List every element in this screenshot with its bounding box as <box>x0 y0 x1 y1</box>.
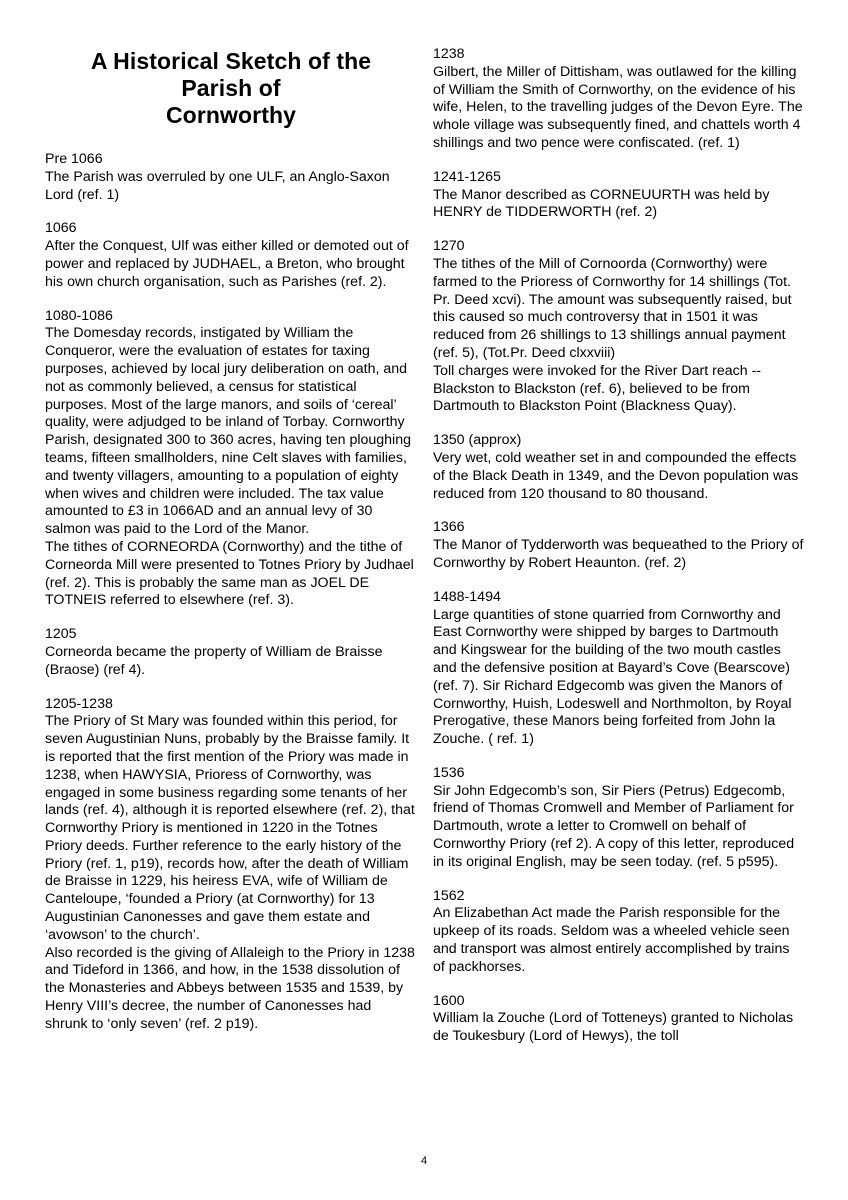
entry-text: Also recorded is the giving of Allaleigh to the Priory in 1238 and Tideford in 1366, and how, in the 1538 dissolution of the Monasteries and Abbeys between 1535 and 1539, by Henry VIII’s decree, the number of Canonesses had shrunk to ‘only seven’ (ref. 2 p19). <box>45 944 415 1032</box>
entry-text: Large quantities of stone quarried from Cornworthy and East Cornworthy were shipped by barges to Dartmouth and Kingswear for the building of the two mouth castles and the defensive position at Bayard’s Cove (Bearscove) (ref. 7). Sir Richard Edgecomb was given the Manors of Cornworthy, Huish, Lodeswell and Northmolton, by Royal Prerogative, these Manors being forfeited from John la Zouche. ( ref. 1) <box>433 606 792 748</box>
entry-date: 1066 <box>45 220 77 237</box>
history-entry <box>433 238 805 416</box>
title-line-1: A Historical Sketch of the <box>90 48 372 74</box>
entry-text: Sir John Edgecomb’s son, Sir Piers (Petrus) Edgecomb, friend of Thomas Cromwell and Member of Parliament for Dartmouth, wrote a letter to Cromwell on behalf of Cornworthy Priory (ref 2). A copy of this letter, reproduced in its original English, may be seen today. (ref. 5 p595). <box>433 782 795 870</box>
history-entry <box>433 765 805 872</box>
history-entry <box>433 888 805 977</box>
right-column <box>433 0 805 1062</box>
entry-text: An Elizabethan Act made the Parish responsible for the upkeep of its roads. Seldom was a wheeled vehicle seen and transport was almost entirely accomplished by trains of packhorses. <box>433 905 790 975</box>
title-line-2: Parish of <box>181 75 281 101</box>
entry-date: 1600 <box>433 992 465 1009</box>
entry-text: The Domesday records, instigated by William the Conqueror, were the evaluation of estates for taxing purposes, achieved by local jury deliberation on oath, and not as commonly believed, a census for statistical purposes. Most of the large manors, and soils of ‘cereal’ quality, were adjudged to be inland of Torbay. Cornworthy Parish, designated 300 to 360 acres, having ten ploughing teams, fifteen smallholders, nine Celt slaves with families, and twenty villagers, amounting to a population of eighty when wives and children were included. The tax value amounted to £3 in 1066AD and an annual levy of 30 salmon was paid to the Lord of the Manor. <box>45 325 411 538</box>
title-line-3: Cornworthy <box>165 102 297 128</box>
entry-text: The tithes of CORNEORDA (Cornworthy) and the tithe of Corneorda Mill were presented to Totnes Priory by Judhael (ref. 2). This is probably the same man as JOEL DE TOTNEIS referred to elsewhere (ref. 3). <box>45 538 414 609</box>
history-entry <box>45 626 417 679</box>
page-number: 4 <box>420 1155 428 1167</box>
history-entry <box>433 169 805 222</box>
entry-text: Toll charges were invoked for the River Dart reach -- Blackston to Blackston (ref. 6), believed to be from Dartmouth to Blackston Point (Blackness Quay). <box>433 362 762 415</box>
history-entry <box>45 308 417 611</box>
page-title <box>45 48 417 129</box>
entry-text: Corneorda became the property of William de Braisse (Braose) (ref 4). <box>45 643 383 678</box>
entry-text: Very wet, cold weather set in and compounded the effects of the Black Death in 1349, and the Devon population was reduced from 120 thousand to 80 thousand. <box>433 449 799 502</box>
history-entry <box>433 519 805 572</box>
history-entry <box>45 151 417 204</box>
entry-date: 1562 <box>433 887 465 904</box>
entry-date: 1366 <box>433 519 465 536</box>
entry-text: After the Conquest, Ulf was either killed or demoted out of power and replaced by JUDHAEL, a Breton, who brought his own church organisation, such as Parishes (ref. 2). <box>45 238 409 290</box>
entry-text: The Parish was overruled by one ULF, an Anglo-Saxon Lord (ref. 1) <box>45 168 390 203</box>
entry-date: 1205-1238 <box>45 695 113 712</box>
entry-date: 1270 <box>433 238 465 255</box>
entry-date: 1080-1086 <box>45 307 113 324</box>
entry-text: The Priory of St Mary was founded within this period, for seven Augustinian Nuns, probably by the Braisse family. It is reported that the first mention of the Priory was made in 1238, when HAWYSIA, Prioress of Cornworthy, was engaged in some business regarding some tenants of her lands (ref. 4), although it is reported elsewhere (ref. 2), that Cornworthy Priory is mentioned in 1220 in the Totnes Priory deeds. Further reference to the early history of the Priory (ref. 1, p19), records how, after the death of William de Braisse in 1229, his heiress EVA, wife of William de Canteloupe, ‘founded a Priory (at Cornworthy) for 13 Augustinian Canonesses and gave them estate and ‘avowson’ to the church’. <box>45 713 415 943</box>
entry-text: The tithes of the Mill of Cornoorda (Cornworthy) were farmed to the Prioress of Cornworthy for 14 shillings (Tot. Pr. Deed xcvi). The amount was subsequently raised, but this caused so much controversy that in 1501 it was reduced from 26 shillings to 13 shillings annual payment (ref. 5), (Tot.Pr. Deed clxxviii) <box>433 255 792 361</box>
entry-text: The Manor described as CORNEUURTH was held by HENRY de TIDDERWORTH (ref. 2) <box>433 186 770 221</box>
entry-date: Pre 1066 <box>45 151 103 167</box>
entry-text: William la Zouche (Lord of Totteneys) granted to Nicholas de Toukesbury (Lord of Hewys), the toll <box>433 1010 794 1045</box>
history-entry <box>433 589 805 749</box>
entry-date: 1241-1265 <box>433 168 501 185</box>
entry-date: 1350 (approx) <box>433 432 522 449</box>
left-column <box>45 0 417 1050</box>
history-entry <box>433 993 805 1046</box>
history-entry <box>433 46 805 153</box>
entry-date: 1488-1494 <box>433 588 501 605</box>
entry-date: 1238 <box>433 46 465 62</box>
entry-text: Gilbert, the Miller of Dittisham, was outlawed for the killing of William the Smith of Cornworthy, on the evidence of his wife, Helen, to the travelling judges of the Devon Eyre. The whole village was subsequently fined, and chattels worth 4 shillings and two pence were confiscated. (ref. 1) <box>433 63 803 151</box>
history-entry <box>45 696 417 1034</box>
entry-text: The Manor of Tydderworth was bequeathed to the Priory of Cornworthy by Robert Heaunton. (ref. 2) <box>433 537 804 571</box>
entry-date: 1205 <box>45 626 77 643</box>
history-entry <box>45 220 417 291</box>
entry-date: 1536 <box>433 764 465 781</box>
history-entry <box>433 432 805 503</box>
